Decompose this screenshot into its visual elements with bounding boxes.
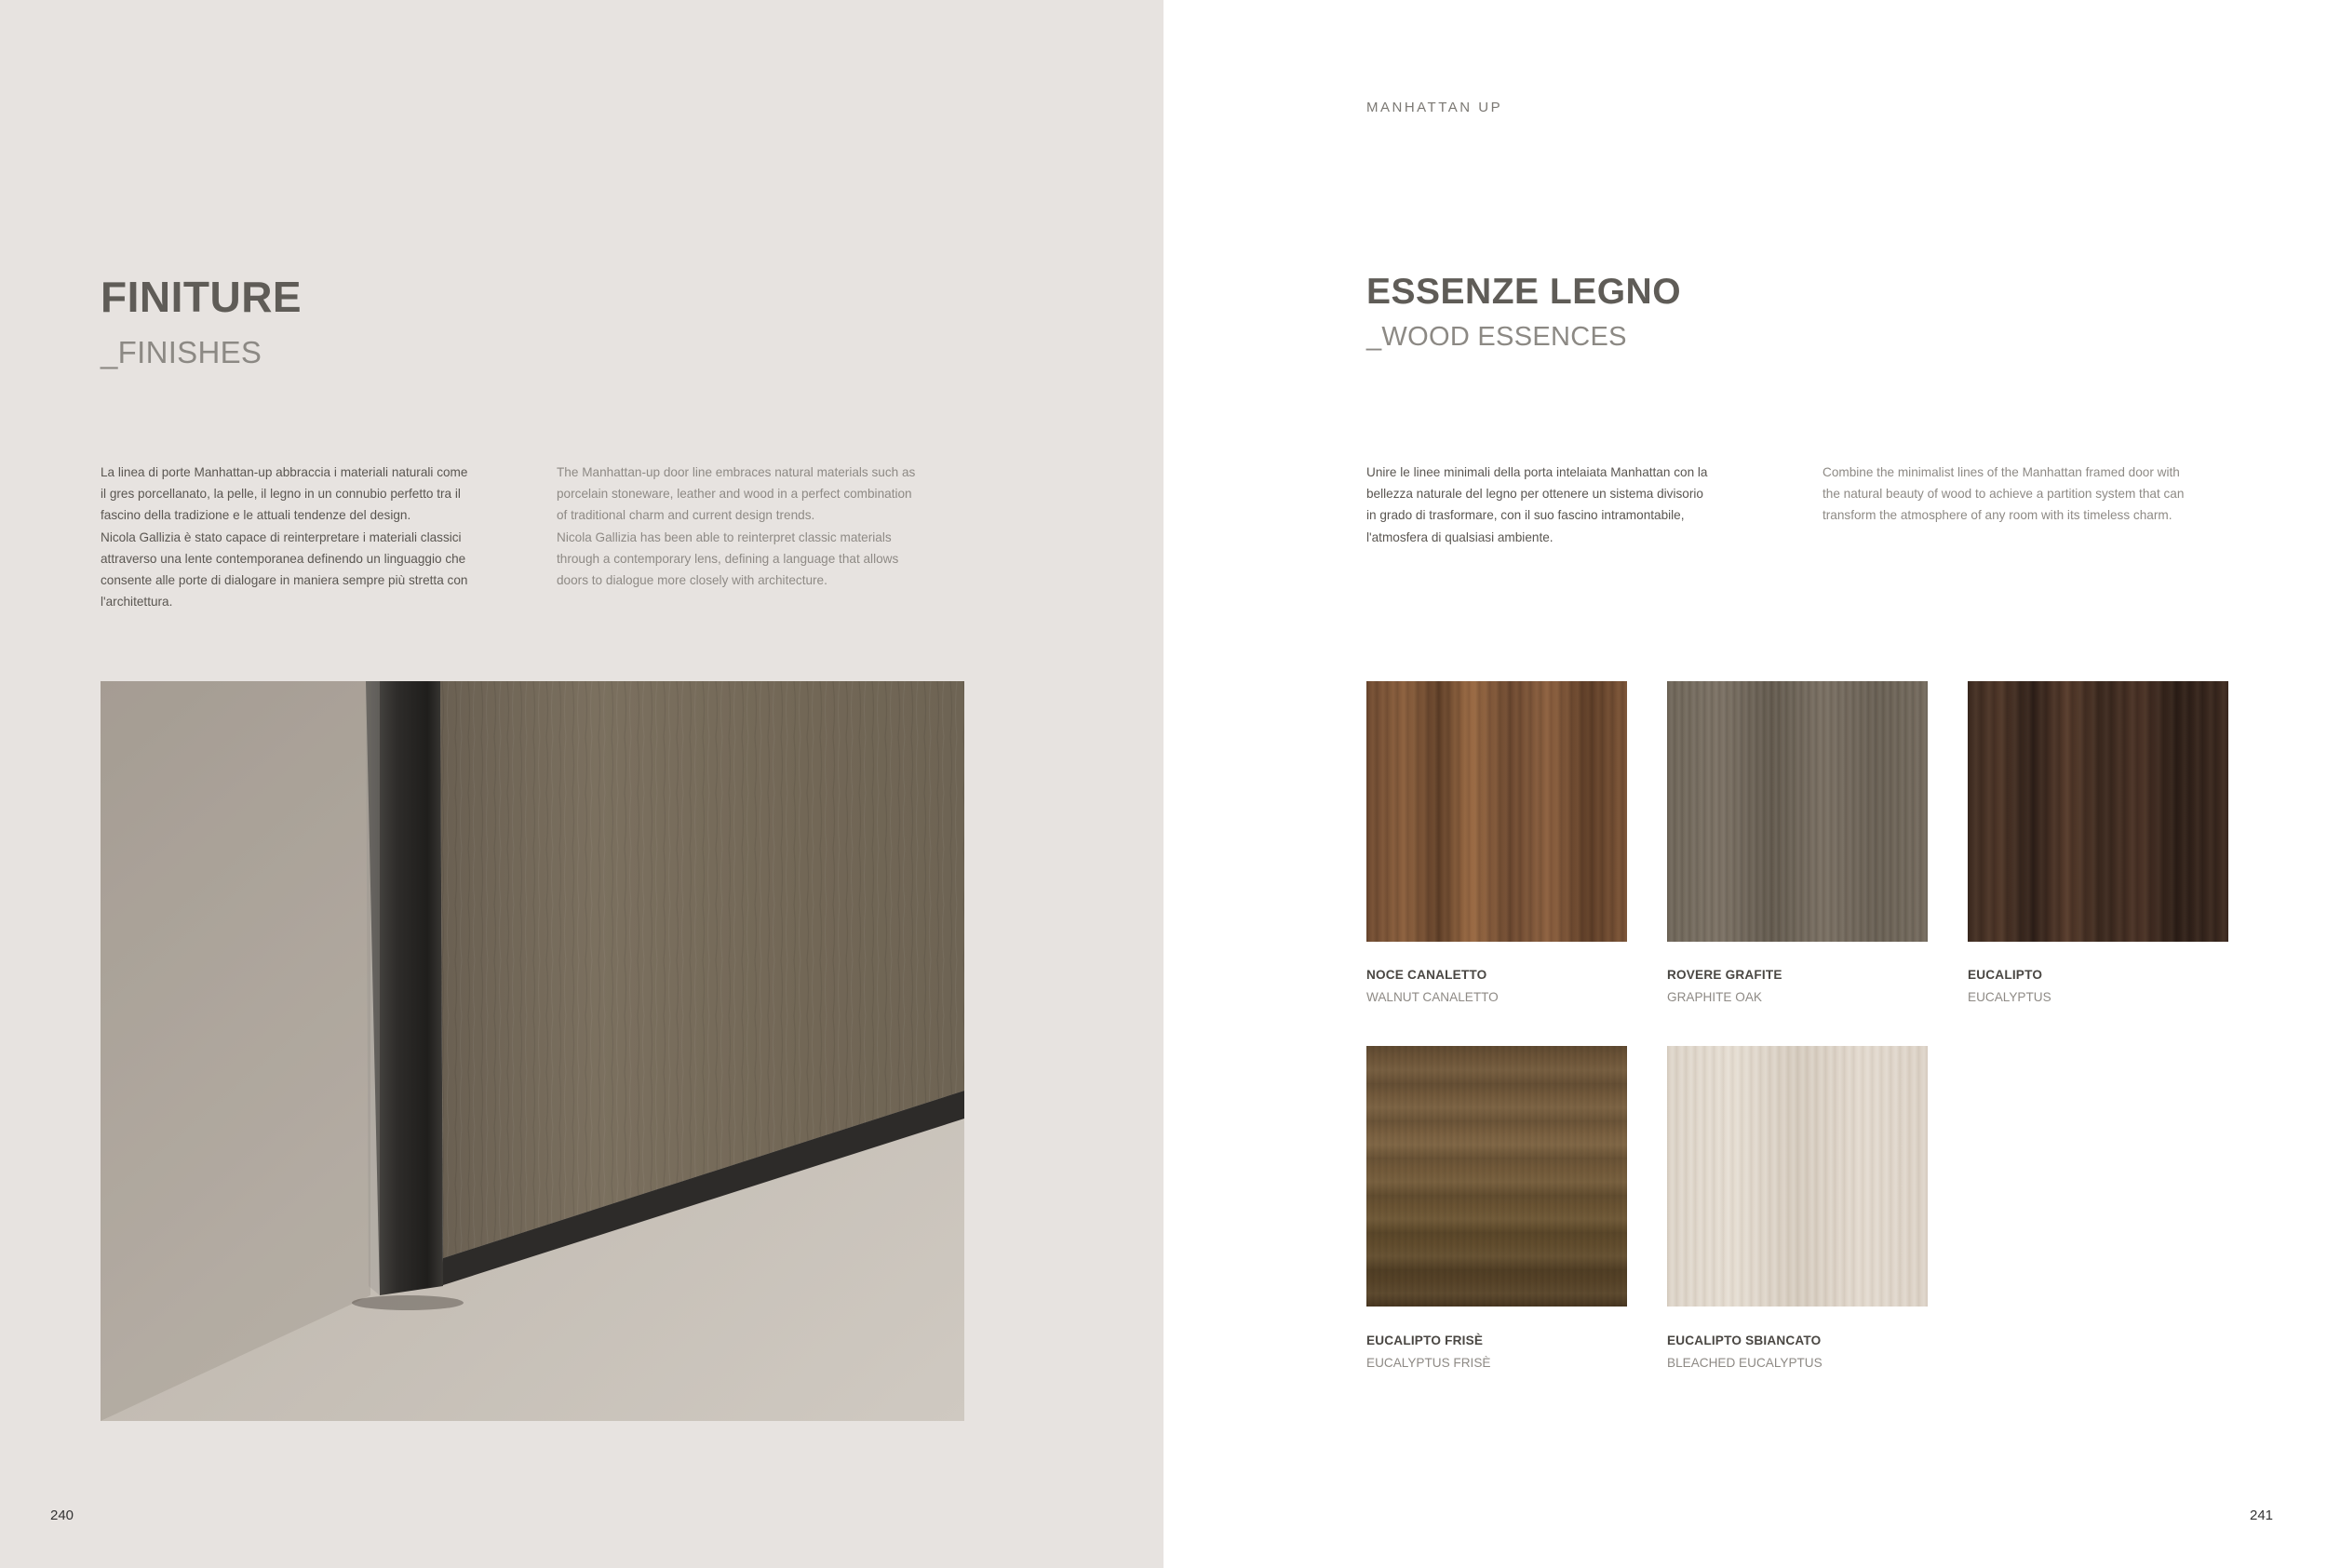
swatch-eucalipto-sbiancato: [1667, 1046, 1928, 1307]
text-line: fascino della tradizione e le attuali tendenze del design.: [101, 508, 411, 523]
text-line: transform the atmosphere of any room with its timeless charm.: [1823, 508, 2172, 523]
swatch-name: EUCALIPTO SBIANCATO: [1667, 1333, 1822, 1347]
door-detail-photo: [101, 681, 964, 1421]
swatch-subname: BLEACHED EUCALYPTUS: [1667, 1356, 1823, 1370]
text-line: The Manhattan-up door line embraces natural materials such as: [557, 465, 916, 479]
section-title: ESSENZE LEGNO: [1366, 272, 1682, 312]
page-number: 241: [2250, 1508, 2274, 1523]
text-line: through a contemporary lens, defining a language that allows: [557, 551, 899, 566]
text-line: l'atmosfera di qualsiasi ambiente.: [1366, 529, 1554, 544]
swatch-subname: EUCALYPTUS: [1968, 990, 2051, 1004]
swatch-name: NOCE CANALETTO: [1366, 968, 1487, 982]
text-line: Nicola Gallizia has been able to reinterpret classic materials: [557, 529, 892, 544]
swatch-eucalipto-frise: [1366, 1046, 1627, 1307]
text-line: of traditional charm and current design trends.: [557, 508, 815, 523]
text-line: consente alle porte di dialogare in maniera sempre più stretta con: [101, 573, 468, 588]
intro-text-english: [557, 462, 985, 591]
text-line: the natural beauty of wood to achieve a partition system that can: [1823, 487, 2185, 502]
swatch-name: ROVERE GRAFITE: [1667, 968, 1782, 982]
text-line: l'architettura.: [101, 595, 173, 610]
swatch-subname: WALNUT CANALETTO: [1366, 990, 1499, 1004]
swatch-name: EUCALIPTO FRISÈ: [1366, 1333, 1484, 1347]
page-subtitle: _FINISHES: [101, 335, 262, 369]
text-line: Combine the minimalist lines of the Manhattan framed door with: [1823, 465, 2180, 479]
right-page: [1164, 0, 2327, 1568]
swatch-subname: GRAPHITE OAK: [1667, 990, 1762, 1004]
running-header: MANHATTAN UP: [1366, 100, 1503, 115]
swatch-noce-canaletto: [1366, 681, 1627, 942]
intro-text-italian: [101, 462, 529, 612]
section-text-italian: [1366, 462, 1795, 548]
section-text-english: [1823, 462, 2260, 527]
text-line: bellezza naturale del legno per ottenere un sistema divisorio: [1366, 487, 1703, 502]
text-line: il gres porcellanato, la pelle, il legno in un connubio perfetto tra il: [101, 487, 461, 502]
swatch-eucalipto: [1968, 681, 2228, 942]
section-subtitle: _WOOD ESSENCES: [1366, 322, 1627, 352]
text-line: La linea di porte Manhattan-up abbraccia i materiali naturali come: [101, 465, 468, 479]
text-line: porcelain stoneware, leather and wood in a perfect combination: [557, 487, 912, 502]
swatch-subname: EUCALYPTUS FRISÈ: [1366, 1356, 1491, 1370]
text-line: Unire le linee minimali della porta intelaiata Manhattan con la: [1366, 465, 1708, 479]
swatch-name: EUCALIPTO: [1968, 968, 2043, 982]
text-line: Nicola Gallizia è stato capace di reinterpretare i materiali classici: [101, 529, 462, 544]
page-title: FINITURE: [101, 273, 303, 321]
text-line: attraverso una lente contemporanea definendo un linguaggio che: [101, 551, 466, 566]
text-line: doors to dialogue more closely with architecture.: [557, 573, 827, 588]
page-number: 240: [50, 1508, 74, 1523]
text-line: in grado di trasformare, con il suo fascino intramontabile,: [1366, 508, 1685, 523]
swatch-rovere-grafite: [1667, 681, 1928, 942]
